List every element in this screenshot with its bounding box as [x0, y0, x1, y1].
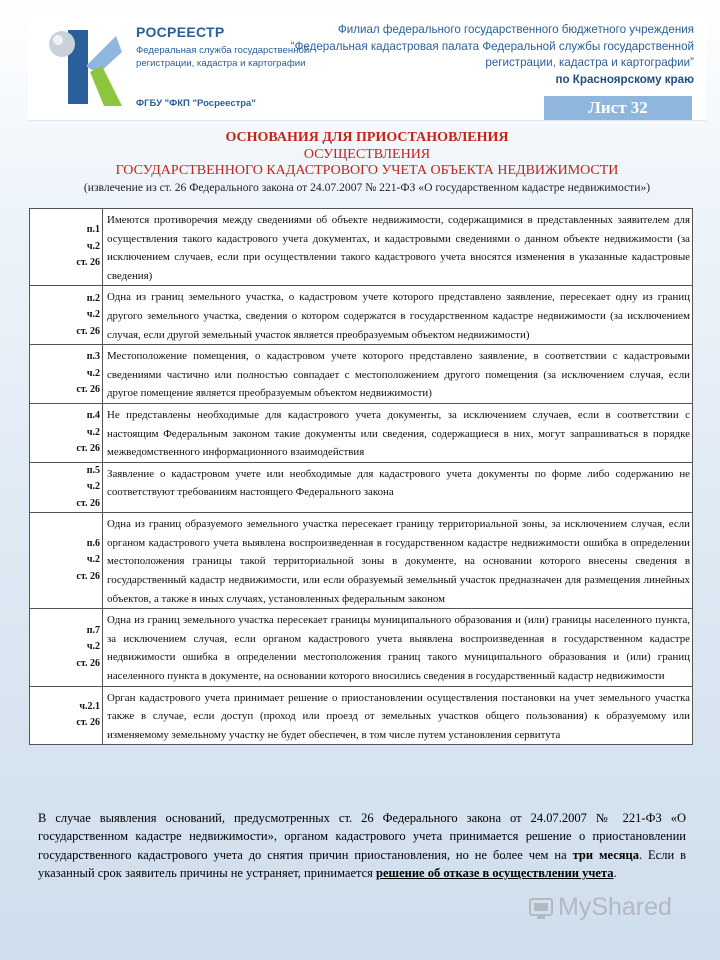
ground-ref-line: п.5: [86, 464, 100, 476]
ground-ref-line: ст. 26: [76, 325, 100, 337]
ground-ref: [30, 403, 103, 462]
sheet-label: Лист 32: [544, 96, 692, 120]
ground-text: Местоположение помещения, о кадастровом учете которого представлено заявление, в соответствии с кадастровыми сведениями частично или полностью совпадает с местоположением другого помещения (за исключением случая, если другое помещение является преобразуемым объектом недвижимости): [103, 345, 693, 404]
ground-ref-line: п.6: [86, 537, 100, 549]
ground-text: Не представлены необходимые для кадастрового учета документы, за исключением случаев, если в соответствии с настоящим Федеральным законом такие документы или сведения, содержащиеся в них, могут запрашиваться в порядке межведомственного информационного взаимодействия: [103, 403, 693, 462]
watermark: [528, 893, 672, 922]
ground-ref-line: ст. 26: [76, 570, 100, 582]
table-row: [30, 686, 693, 745]
ground-ref-line: п.3: [86, 351, 100, 363]
ground-ref-line: ст. 26: [76, 384, 100, 396]
grounds-table: [29, 208, 693, 745]
ground-ref: [30, 345, 103, 404]
page-title-line2: ОСУЩЕСТВЛЕНИЯ: [303, 146, 431, 162]
watermark-text: MyShared: [558, 893, 672, 921]
page-title-line3: ГОСУДАРСТВЕННОГО КАДАСТРОВОГО УЧЕТА ОБЪЕКТА НЕДВИЖИМОСТИ: [115, 163, 619, 178]
ground-ref: [30, 209, 103, 286]
footer-term: три месяца: [572, 847, 639, 862]
branch-region: по Красноярскому краю: [555, 72, 694, 86]
table-row: [30, 345, 693, 404]
ground-text: Заявление о кадастровом учете или необходимые для кадастрового учета документы по форме либо содержанию не соответствуют требованиям настоящего Федерального закона: [103, 462, 693, 513]
ground-ref-line: ч.2: [86, 309, 100, 321]
page-subtitle: (извлечение из ст. 26 Федерального закона от 24.07.2007 № 221-ФЗ «О государственном кадастре недвижимости»): [83, 180, 651, 194]
footer-text-part2: . Если в указанный срок заявитель причины не устраняет, принимается: [38, 847, 686, 881]
ground-ref: [30, 462, 103, 513]
ground-ref-line: п.1: [86, 224, 100, 236]
ground-ref-line: п.4: [86, 410, 100, 422]
ground-ref-line: п.7: [86, 624, 100, 636]
footer-end: .: [613, 866, 617, 881]
branch-name: [284, 22, 694, 88]
footer-paragraph: [38, 809, 686, 883]
table-row: [30, 462, 693, 513]
ground-ref-line: ч.2: [86, 481, 100, 493]
table-row: [30, 609, 693, 686]
ground-ref-line: ст. 26: [76, 443, 100, 455]
ground-ref-line: ч.2: [86, 367, 100, 379]
branch-title: Филиал федерального государственного бюджетного учреждения “Федеральная кадастровая палата Федеральной службы государственной регистрации, кадастра и картографии”: [290, 23, 694, 69]
ground-ref-line: ч.2: [86, 641, 100, 653]
org-fgbu-label: ФГБУ "ФКП "Росреестра": [136, 98, 256, 109]
ground-ref: [30, 686, 103, 745]
org-short-name: РОСРЕЕСТР: [136, 24, 225, 40]
title-block: [28, 130, 706, 195]
ground-ref-line: ст. 26: [76, 497, 100, 509]
table-row: [30, 209, 693, 286]
ground-ref: [30, 609, 103, 686]
ground-text: Одна из границ образуемого земельного участка пересекает границу территориальной зоны, за исключением случая, если органом кадастрового учета выявлена воспроизведенная в государственном кадастре недвижимости ошибка в определении местоположения границы такой территориальной зоны в документе, на основании которого внесены сведения в государственный кадастр недвижимости, или если образуемый земельный участок предназначен для размещения линейных объектов, а также в иных случаях, установленных федеральным законом: [103, 513, 693, 609]
ground-text: Имеются противоречия между сведениями об объекте недвижимости, содержащимися в представленных заявителем для осуществления такого кадастрового учета документах, и кадастровыми сведениями о данном объекте недвижимости (за исключением случаев, если при осуществлении такого кадастрового учета вносятся изменения в указанные кадастровые сведения): [103, 209, 693, 286]
ground-ref-line: п.2: [86, 292, 100, 304]
ground-ref-line: ч.2.1: [79, 700, 100, 712]
ground-ref: [30, 286, 103, 345]
ground-ref-line: ч.2: [86, 240, 100, 252]
ground-text: Орган кадастрового учета принимает решение о приостановлении осуществления постановки на учет земельного участка также в случае, если доступ (проход или проезд от земельных участков общего пользования) к образуемому или изменяемому земельному участку не будет обеспечен, в том числе путем установления сервитута: [103, 686, 693, 745]
footer-decision: решение об отказе в осуществлении учета: [376, 866, 614, 881]
ground-ref: [30, 513, 103, 609]
org-full-name: Федеральная служба государственной регистрации, кадастра и картографии: [136, 45, 310, 69]
ground-ref-line: ст. 26: [76, 257, 100, 269]
ground-text: Одна из границ земельного участка, о кадастровом учете которого представлено заявление, пересекает одну из границ другого земельного участка, сведения о котором содержатся в государственном кадастре недвижимости (за исключением случая, если другой земельный участок является преобразуемым объектом недвижимости): [103, 286, 693, 345]
footer-text-part1: В случае выявления оснований, предусмотренных ст. 26 Федерального закона от 24.07.2007 № 221-ФЗ «О государственном кадастре недвижимости», органом кадастрового учета принимается решение о приостановлении государственного кадастрового учета до снятия причин приостановления, но не более чем на: [38, 811, 686, 862]
rosreestr-logo-icon: [40, 22, 128, 112]
ground-ref-line: ст. 26: [76, 717, 100, 729]
table-row: [30, 513, 693, 609]
table-row: [30, 286, 693, 345]
ground-text: Одна из границ земельного участка пересекает границы муниципального образования и (или) границы населенного пункта, за исключением случая, если органом кадастрового учета выявлена воспроизведенная в государственном кадастре недвижимости ошибка в определении местоположения границ такого муниципального образования и (или) границ населенного пункта в документе, на основании которого вносились сведения в государственный кадастр недвижимости: [103, 609, 693, 686]
ground-ref-line: ч.2: [86, 554, 100, 566]
ground-ref-line: ст. 26: [76, 657, 100, 669]
ground-ref-line: ч.2: [86, 426, 100, 438]
myshared-logo-icon: [528, 895, 554, 921]
page-title: ОСНОВАНИЯ ДЛЯ ПРИОСТАНОВЛЕНИЯ: [225, 130, 509, 145]
table-row: [30, 403, 693, 462]
